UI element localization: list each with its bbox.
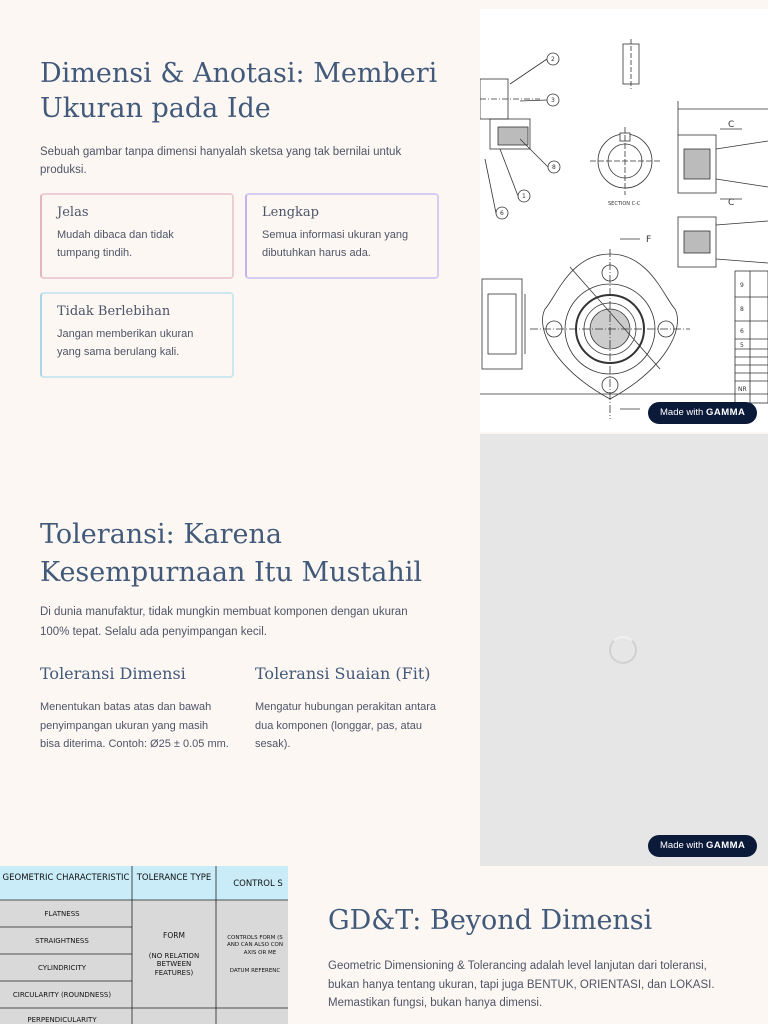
control-cell-line: AXIS OR ME [243, 950, 277, 956]
balloon-label: 6 [500, 210, 504, 217]
badge-prefix: Made with [660, 840, 704, 851]
balloon-label: 2 [551, 56, 555, 63]
section-gdt [0, 866, 768, 1024]
card-tidak-berlebihan [40, 292, 234, 378]
card-title: Jelas [57, 205, 89, 220]
column-title-toleransi-dimensi: Toleransi Dimensi [40, 664, 186, 683]
section-title: GD&T: Beyond Dimensi [328, 905, 653, 936]
table-cell: NR [738, 386, 747, 393]
card-text: Semua informasi ukuran yang dibutuhkan harus ada. [262, 229, 409, 259]
technical-drawing-image [480, 9, 768, 432]
table-row-label: PERPENDICULARITY [27, 1016, 97, 1024]
technical-drawing-svg [480, 9, 768, 432]
badge-prefix: Made with [660, 407, 704, 418]
table-header: TOLERANCE TYPE [136, 873, 212, 883]
section-marker-c: C [728, 120, 735, 130]
control-cell-line: CONTROLS FORM (S [227, 935, 283, 941]
loading-spinner-icon [609, 636, 637, 664]
card-title: Tidak Berlebihan [57, 304, 171, 319]
card-title: Lengkap [262, 205, 319, 220]
section-title: Toleransi: Karena Kesempurnaan Itu Mustahil [40, 519, 422, 588]
card-lengkap [245, 193, 439, 279]
card-jelas [40, 193, 234, 279]
section-dimensi-anotasi [0, 0, 768, 432]
balloon-label: 3 [551, 97, 555, 104]
column-text-toleransi-suaian: Mengatur hubungan perakitan antara dua komponen (longgar, pas, atau sesak). [255, 701, 437, 750]
table-cell: 5 [740, 342, 744, 349]
table-header: CONTROL S [233, 879, 283, 889]
section-marker-c: C [728, 198, 735, 208]
type-cell-line: FEATURES) [154, 969, 194, 977]
section-lead: Di dunia manufaktur, tidak mungkin membuat komponen dengan ukuran 100% tepat. Selalu ada penyimpangan kecil. [40, 606, 408, 638]
gdt-table-svg [0, 866, 288, 1024]
column-text-toleransi-dimensi: Menentukan batas atas dan bawah penyimpangan ukuran yang masih bisa diterima. Contoh: Ø25 ± 0.05 mm. [40, 701, 229, 750]
section-title: Dimensi & Anotasi: Memberi Ukuran pada Ide [40, 58, 438, 124]
section-c-label: SECTION C-C [608, 201, 641, 207]
gamma-logo: GAMMA [705, 840, 746, 851]
table-cell: 9 [740, 282, 744, 289]
column-title-toleransi-suaian: Toleransi Suaian (Fit) [255, 664, 431, 683]
table-row-label: FLATNESS [44, 910, 80, 918]
table-cell: 6 [740, 328, 744, 335]
gamma-logo: GAMMA [705, 407, 746, 418]
type-cell-line: FORM [163, 931, 185, 940]
gdt-table-image [0, 866, 288, 1024]
balloon-label: 8 [552, 164, 556, 171]
table-cell: 8 [740, 306, 744, 313]
made-with-gamma-badge[interactable] [648, 835, 757, 857]
made-with-gamma-badge[interactable] [648, 402, 757, 424]
table-header: GEOMETRIC CHARACTERISTIC [2, 873, 130, 883]
table-row-label: CIRCULARITY (ROUNDNESS) [12, 991, 112, 999]
balloon-label: 1 [522, 193, 526, 200]
view-marker-f: F [646, 235, 652, 245]
section-lead: Sebuah gambar tanpa dimensi hanyalah sketsa yang tak bernilai untuk produksi. [40, 146, 402, 176]
table-row-label: STRAIGHTNESS [35, 937, 89, 945]
type-cell-line: (NO RELATION [148, 952, 200, 960]
table-row-label: CYLINDRICITY [37, 964, 87, 972]
section-lead: Geometric Dimensioning & Tolerancing adalah level lanjutan dari toleransi, bukan hanya tentang ukuran, tapi juga BENTUK, ORIENTASI, dan LOKASI. Memastikan fungsi, bukan hanya dimensi. [328, 960, 715, 1009]
control-cell-line: AND CAN ALSO CON [226, 942, 284, 948]
card-text: Jangan memberikan ukuran yang sama berulang kali. [57, 328, 194, 358]
type-cell-line: BETWEEN [156, 960, 192, 968]
card-text: Mudah dibaca dan tidak tumpang tindih. [57, 229, 174, 259]
control-cell-line: DATUM REFERENC [229, 968, 281, 974]
